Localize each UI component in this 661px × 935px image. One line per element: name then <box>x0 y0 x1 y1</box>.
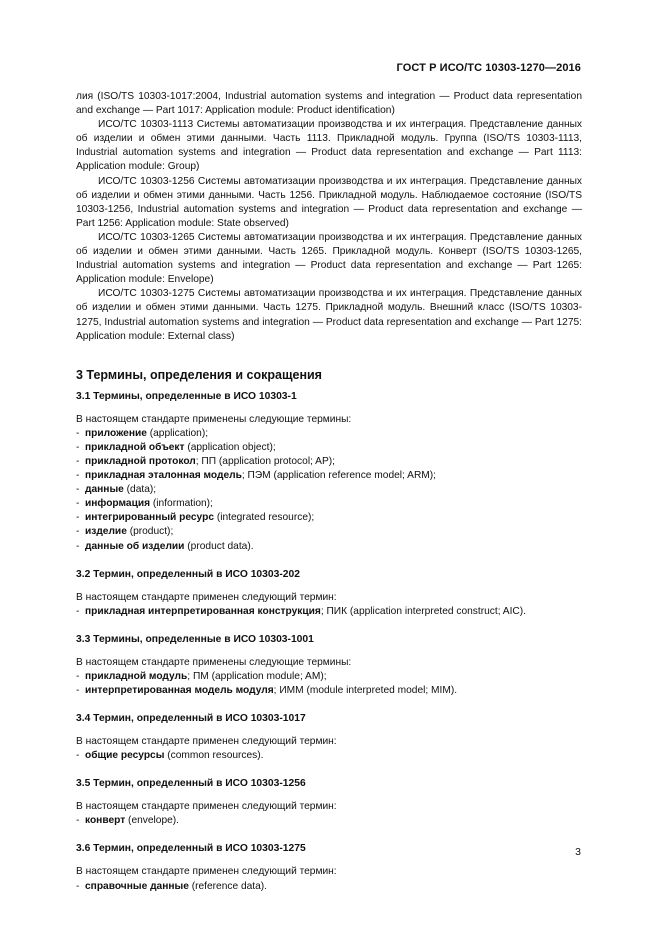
term: прикладной протокол <box>85 455 196 467</box>
subsection-title: 3.6 Термин, определенный в ИСО 10303-1275 <box>76 843 306 855</box>
term-item: - информация (information); <box>76 498 213 510</box>
subsection <box>76 568 582 619</box>
term-item: - общие ресурсы (common resources). <box>76 750 264 762</box>
term-item: - прикладной объект (application object); <box>76 441 276 453</box>
term-detail: (common resources). <box>164 750 264 762</box>
subsection-intro: В настоящем стандарте применен следующий термин: <box>76 591 337 603</box>
term-list <box>76 814 582 828</box>
reference-paragraph: ИСО/ТС 10303-1256 Системы автоматизации производства и их интеграция. Представление данных об изделии и обмен этими данными. Часть 1256. Прикладной модуль. Наблюдаемое состояние (ISO/TS 10303-1256, Industrial automation systems and integration — Product data representation and exchange — Part 1256: Application module: State observed) <box>76 175 582 229</box>
term-detail: ; ПИК (application interpreted construct; AIC). <box>320 605 527 617</box>
subsection-intro: В настоящем стандарте применены следующие термины: <box>76 656 352 668</box>
term-item: - прикладная интерпретированная конструкция; ПИК (application interpreted construct; AIC). <box>76 605 527 617</box>
term-item: - данные (data); <box>76 484 157 496</box>
term-detail: ; ПМ (application module; AM); <box>187 670 327 682</box>
reference-paragraph: ИСО/ТС 10303-1265 Системы автоматизации производства и их интеграция. Представление данных об изделии и обмен этими данными. Часть 1265. Прикладной модуль. Конверт (ISO/TS 10303-1265, Industrial automation systems and integration — Product data representation and exchange — Part 1265: Application module: Envelope) <box>76 231 582 286</box>
subsection <box>76 390 582 554</box>
term-item: - прикладной протокол; ПП (application protocol; AP); <box>76 455 335 467</box>
document-header: ГОСТ Р ИСО/ТС 10303-1270—2016 <box>396 62 581 74</box>
subsection-intro: В настоящем стандарте применен следующий термин: <box>76 801 337 813</box>
subsection-title: 3.3 Термины, определенные в ИСО 10303-1001 <box>76 633 314 645</box>
term-list <box>76 605 582 619</box>
term-detail: (information); <box>150 498 213 510</box>
term-item: - данные об изделии (product data). <box>76 540 254 552</box>
term-detail: ; ПЭМ (application reference model; ARM); <box>241 470 437 482</box>
term-item: - прикладная эталонная модель; ПЭМ (application reference model; ARM); <box>76 470 437 482</box>
term: общие ресурсы <box>85 750 165 762</box>
reference-paragraph: ИСО/ТС 10303-1275 Системы автоматизации производства и их интеграция. Представление данных об изделии и обмен этими данными. Часть 1275. Прикладной модуль. Внешний класс (ISO/TS 10303-1275, Industrial automation systems and integration — Product data representation and exchange — Part 1275: Application module: External class) <box>76 288 582 342</box>
term: изделие <box>85 526 127 538</box>
term-detail: (envelope). <box>125 815 180 827</box>
term-detail: (product data). <box>184 540 254 552</box>
term-list <box>76 670 582 698</box>
term-item: - приложение (application); <box>76 427 209 439</box>
term: прикладная интерпретированная конструкция <box>85 605 321 617</box>
term-detail: (reference data). <box>188 880 268 892</box>
subsection-intro: В настоящем стандарте применен следующий термин: <box>76 736 337 748</box>
term-item: - изделие (product); <box>76 526 174 538</box>
page-content <box>76 90 582 908</box>
term-detail: (data); <box>123 484 157 496</box>
normative-references-list <box>76 90 582 344</box>
term-detail: (application object); <box>184 441 276 453</box>
section-title: 3 Термины, определения и сокращения <box>76 367 322 382</box>
term: конверт <box>85 815 126 827</box>
term-detail: ; ИММ (module interpreted model; MIM). <box>273 685 458 696</box>
term-detail: (integrated resource); <box>213 512 315 524</box>
term-detail: (product); <box>126 526 174 538</box>
reference-paragraph: лия (ISO/TS 10303-1017:2004, Industrial automation systems and integration — Product data representation and exchange — Part 1017: Application module: Product identification) <box>76 91 582 117</box>
term: данные <box>85 484 124 496</box>
subsection-intro: В настоящем стандарте применен следующий термин: <box>76 866 337 878</box>
term: прикладная эталонная модель <box>85 470 242 482</box>
term: справочные данные <box>85 880 189 892</box>
subsection-intro: В настоящем стандарте применены следующие термины: <box>76 413 352 425</box>
term: информация <box>85 498 151 510</box>
term-detail: (application); <box>146 427 209 439</box>
term-item: - справочные данные (reference data). <box>76 880 268 892</box>
term-item: - конверт (envelope). <box>76 815 180 827</box>
subsection <box>76 633 582 698</box>
term: интерпретированная модель модуля <box>85 685 274 696</box>
subsection-title: 3.5 Термин, определенный в ИСО 10303-1256 <box>76 778 306 790</box>
subsection-title: 3.1 Термины, определенные в ИСО 10303-1 <box>76 390 297 402</box>
term-detail: ; ПП (application protocol; AP); <box>195 455 335 467</box>
term-item: - интегрированный ресурс (integrated resource); <box>76 512 315 524</box>
term-list <box>76 427 582 554</box>
term-list <box>76 749 582 763</box>
reference-paragraph: ИСО/ТС 10303-1113 Системы автоматизации производства и их интеграция. Представление данных об изделии и обмен этими данными. Часть 1113. Прикладной модуль. Группа (ISO/TS 10303-1113, Industrial automation systems and integration — Product data representation and exchange — Part 1113: Application module: Group) <box>76 119 582 173</box>
term-item: - прикладной модуль; ПМ (application module; AM); <box>76 670 327 682</box>
term-item: - интерпретированная модель модуля; ИММ (module interpreted model; MIM). <box>76 685 458 696</box>
subsection <box>76 777 582 828</box>
term: прикладной объект <box>85 441 185 453</box>
term: интегрированный ресурс <box>85 512 214 524</box>
term: прикладной модуль <box>85 670 188 682</box>
subsection <box>76 842 582 893</box>
subsection <box>76 712 582 763</box>
term: приложение <box>85 427 147 439</box>
subsection-title: 3.2 Термин, определенный в ИСО 10303-202 <box>76 568 300 580</box>
term: данные об изделии <box>85 540 185 552</box>
subsection-title: 3.4 Термин, определенный в ИСО 10303-1017 <box>76 713 306 725</box>
term-list <box>76 880 582 894</box>
page-number: 3 <box>575 846 581 858</box>
